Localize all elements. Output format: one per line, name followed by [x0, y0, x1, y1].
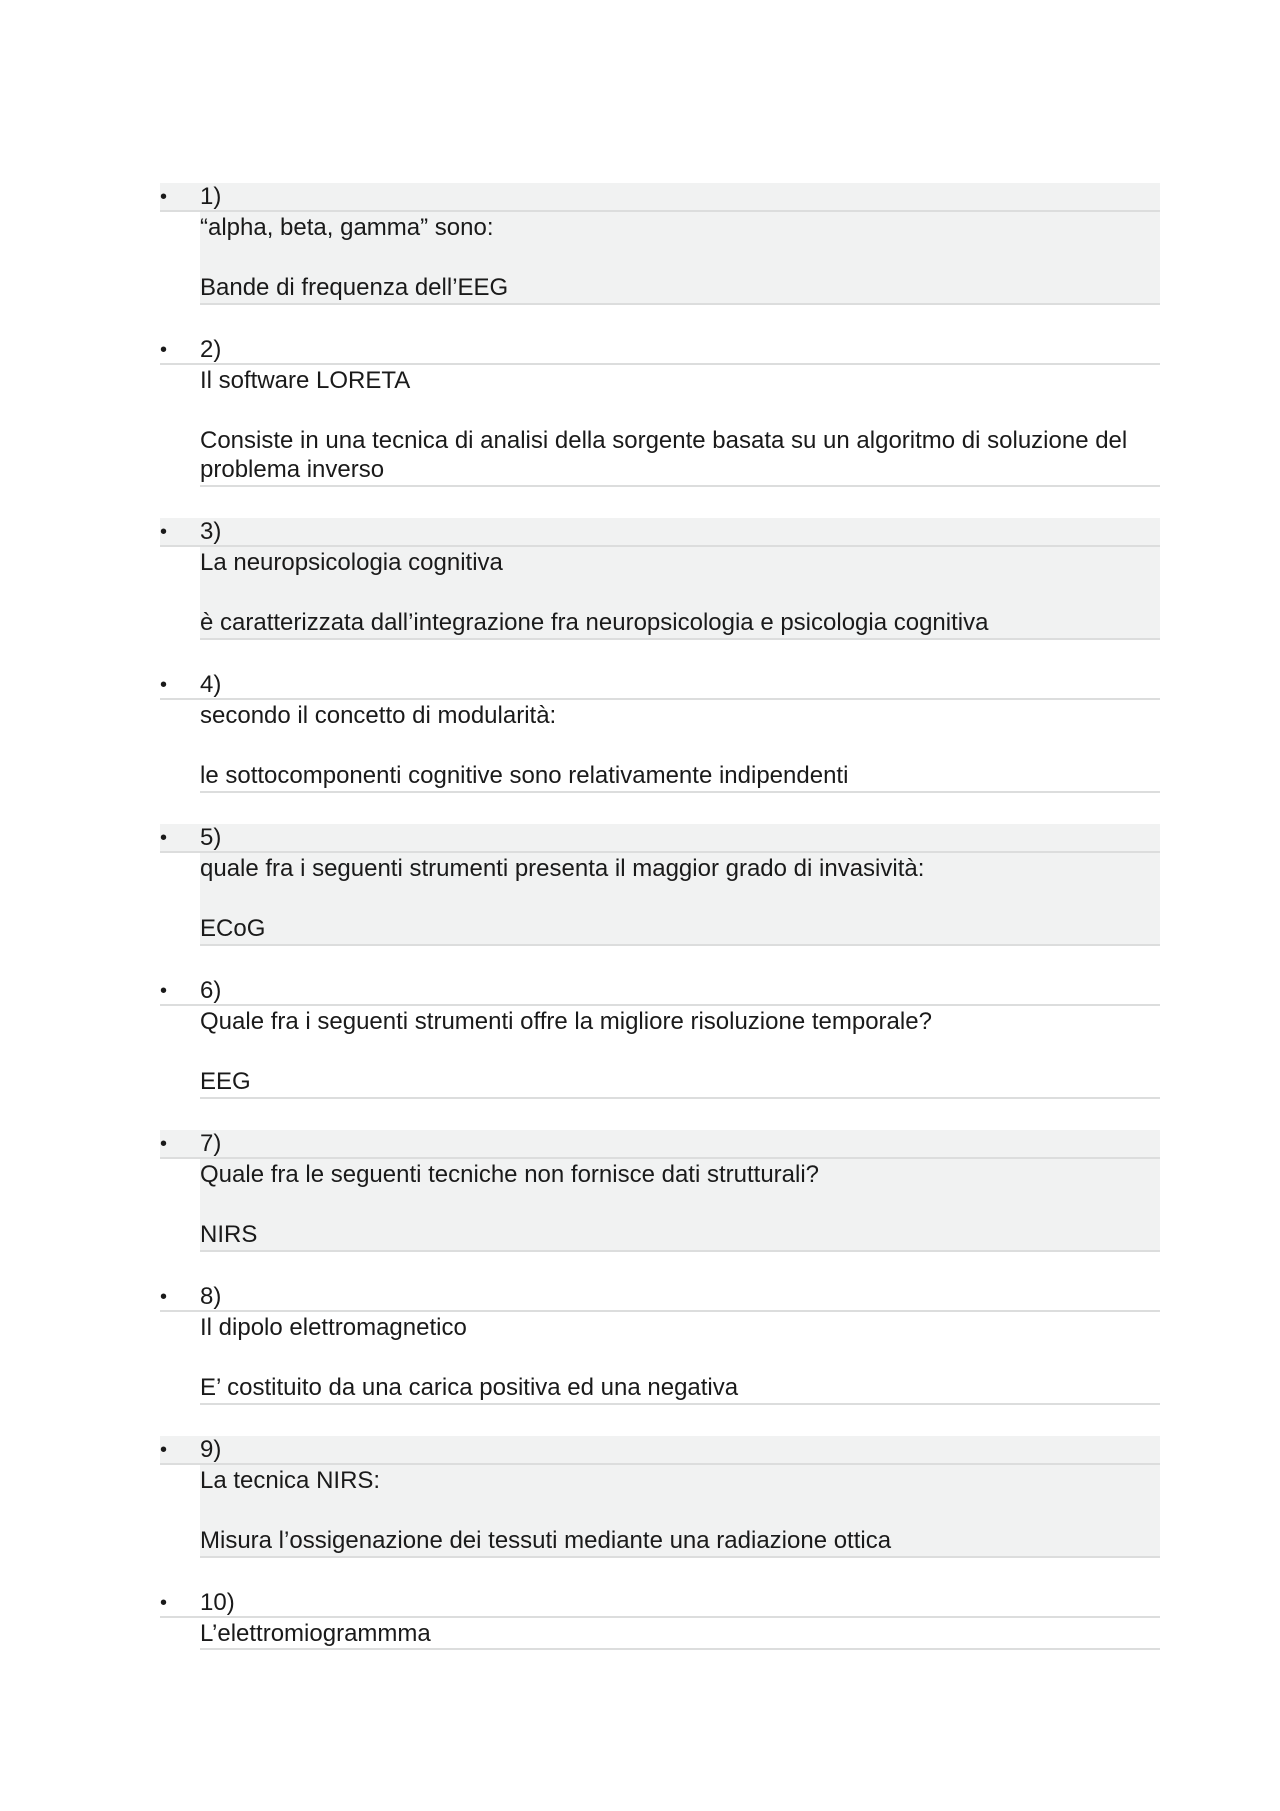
- question-text: secondo il concetto di modularità:: [200, 702, 557, 729]
- bullet-icon: •: [160, 1592, 168, 1614]
- item-body: [200, 1618, 1160, 1650]
- item-number: 8): [160, 1283, 1160, 1312]
- list-item: [160, 1283, 1160, 1405]
- answer-text: EEG: [200, 1068, 251, 1095]
- list-item: [160, 1436, 1160, 1558]
- list-item: [160, 824, 1160, 946]
- item-number: 3): [160, 518, 1160, 547]
- item-body: [200, 1312, 1160, 1405]
- answer-text: Consiste in una tecnica di analisi della sorgente basata su un algoritmo di soluzione del problema inverso: [200, 427, 1128, 483]
- question-text: La tecnica NIRS:: [200, 1467, 381, 1494]
- answer-text: ECoG: [200, 915, 266, 942]
- bullet-icon: •: [160, 339, 168, 361]
- answer-text: Misura l’ossigenazione dei tessuti mediante una radiazione ottica: [200, 1527, 892, 1554]
- question-text: “alpha, beta, gamma” sono:: [200, 214, 494, 241]
- item-number: 1): [160, 183, 1160, 212]
- item-body: [200, 365, 1160, 487]
- bullet-icon: •: [160, 827, 168, 849]
- item-number: 5): [160, 824, 1160, 853]
- list-item: [160, 977, 1160, 1099]
- bullet-icon: •: [160, 1133, 168, 1155]
- question-text: L’elettromiogrammma: [200, 1620, 431, 1647]
- item-body: [200, 547, 1160, 640]
- item-body: [200, 212, 1160, 305]
- question-text: Quale fra i seguenti strumenti offre la migliore risoluzione temporale?: [200, 1008, 932, 1035]
- item-number: 10): [160, 1589, 1160, 1618]
- answer-text: Bande di frequenza dell’EEG: [200, 274, 509, 301]
- list-item: [160, 1130, 1160, 1252]
- question-text: Il dipolo elettromagnetico: [200, 1314, 467, 1341]
- question-text: La neuropsicologia cognitiva: [200, 549, 503, 576]
- item-number: 7): [160, 1130, 1160, 1159]
- question-text: quale fra i seguenti strumenti presenta il maggior grado di invasività:: [200, 855, 925, 882]
- bullet-icon: •: [160, 1286, 168, 1308]
- item-body: [200, 853, 1160, 946]
- answer-text: NIRS: [200, 1221, 258, 1248]
- answer-text: è caratterizzata dall’integrazione fra neuropsicologia e psicologia cognitiva: [200, 609, 989, 636]
- item-body: [200, 1006, 1160, 1099]
- bullet-icon: •: [160, 186, 168, 208]
- answer-text: E’ costituito da una carica positiva ed una negativa: [200, 1374, 739, 1401]
- item-number: 6): [160, 977, 1160, 1006]
- question-text: Il software LORETA: [200, 367, 411, 394]
- bullet-icon: •: [160, 1439, 168, 1461]
- list-item: [160, 1589, 1160, 1650]
- question-text: Quale fra le seguenti tecniche non fornisce dati strutturali?: [200, 1161, 820, 1188]
- list-item: [160, 518, 1160, 640]
- list-item: [160, 183, 1160, 305]
- item-number: 2): [160, 336, 1160, 365]
- item-body: [200, 1159, 1160, 1252]
- item-number: 9): [160, 1436, 1160, 1465]
- item-body: [200, 1465, 1160, 1558]
- list-item: [160, 671, 1160, 793]
- answer-text: le sottocomponenti cognitive sono relativamente indipendenti: [200, 762, 849, 789]
- qa-list: [160, 183, 1160, 1650]
- list-item: [160, 336, 1160, 487]
- bullet-icon: •: [160, 674, 168, 696]
- item-number: 4): [160, 671, 1160, 700]
- bullet-icon: •: [160, 980, 168, 1002]
- bullet-icon: •: [160, 521, 168, 543]
- item-body: [200, 700, 1160, 793]
